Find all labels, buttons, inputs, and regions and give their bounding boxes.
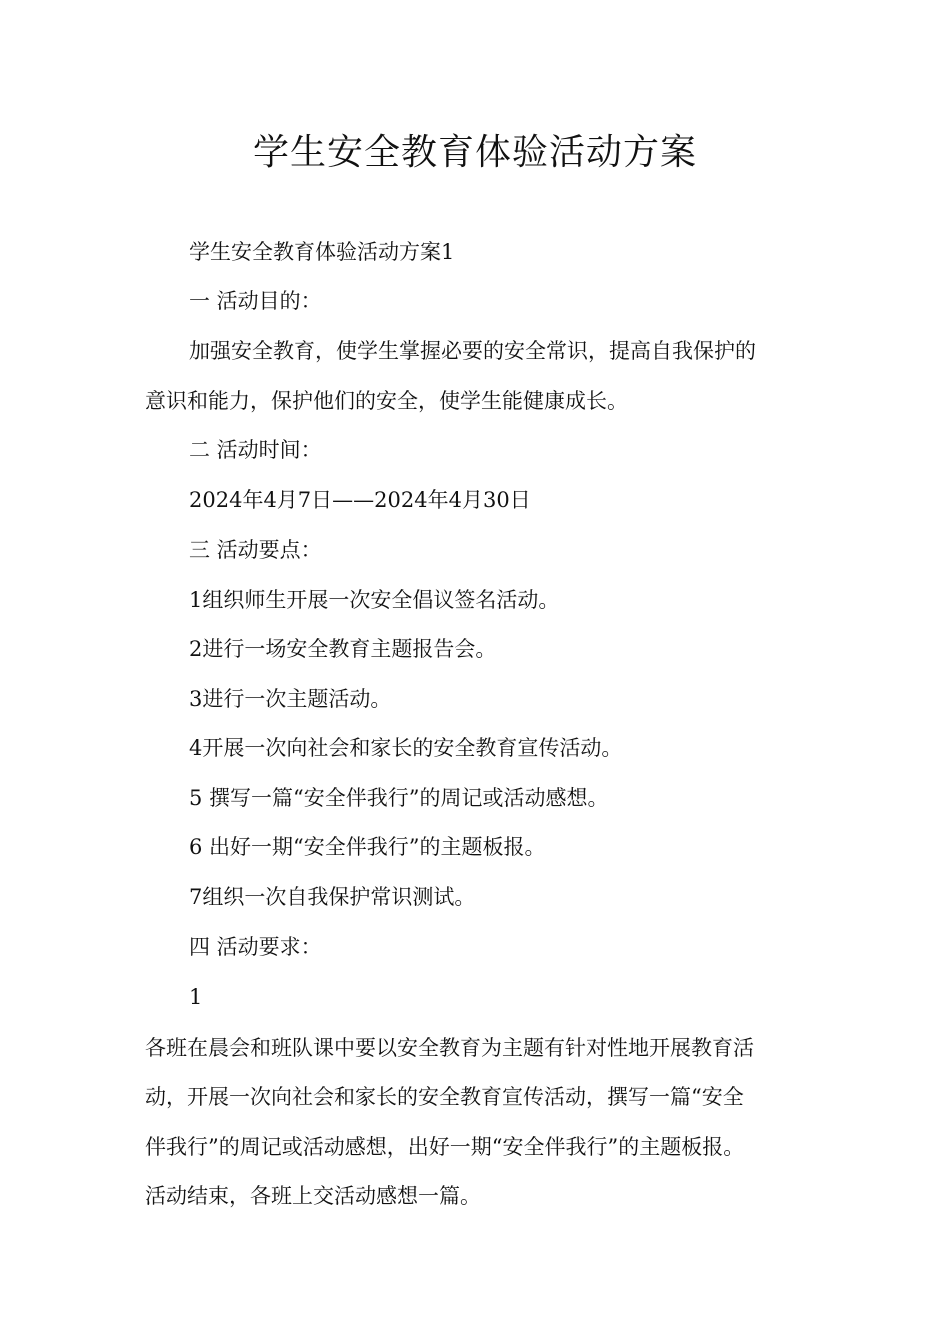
purpose-paragraph-line: 意识和能力，保护他们的安全，使学生能健康成长。	[145, 389, 628, 413]
section-heading-purpose: 一 活动目的：	[189, 289, 322, 313]
section-heading-requirements: 四 活动要求：	[189, 935, 322, 959]
requirement-paragraph-line: 各班在晨会和班队课中要以安全教育为主题有针对性地开展教育活	[145, 1036, 754, 1060]
requirement-number: 1	[189, 985, 203, 1009]
purpose-paragraph-line: 加强安全教育，使学生掌握必要的安全常识，提高自我保护的	[189, 339, 756, 363]
requirement-paragraph-line: 活动结束，各班上交活动感想一篇。	[145, 1184, 481, 1208]
point-item: 1组织师生开展一次安全倡议签名活动。	[189, 588, 560, 612]
activity-date-range: 2024年4月7日——2024年4月30日	[189, 488, 531, 512]
plan-subtitle: 学生安全教育体验活动方案1	[189, 240, 455, 264]
document-title: 学生安全教育体验活动方案	[252, 132, 697, 173]
requirement-paragraph-line: 伴我行”的周记或活动感想，出好一期“安全伴我行”的主题板报。	[145, 1135, 745, 1159]
point-item: 2进行一场安全教育主题报告会。	[189, 637, 497, 661]
point-item: 4开展一次向社会和家长的安全教育宣传活动。	[189, 736, 623, 760]
section-heading-time: 二 活动时间：	[189, 438, 322, 462]
section-heading-points: 三 活动要点：	[189, 538, 322, 562]
point-item: 3进行一次主题活动。	[189, 687, 392, 711]
point-item: 7组织一次自我保护常识测试。	[189, 885, 476, 909]
requirement-paragraph-line: 动，开展一次向社会和家长的安全教育宣传活动，撰写一篇“安全	[145, 1085, 744, 1109]
point-item: 6 出好一期“安全伴我行”的主题板报。	[189, 835, 546, 859]
point-item: 5 撰写一篇“安全伴我行”的周记或活动感想。	[189, 786, 609, 810]
